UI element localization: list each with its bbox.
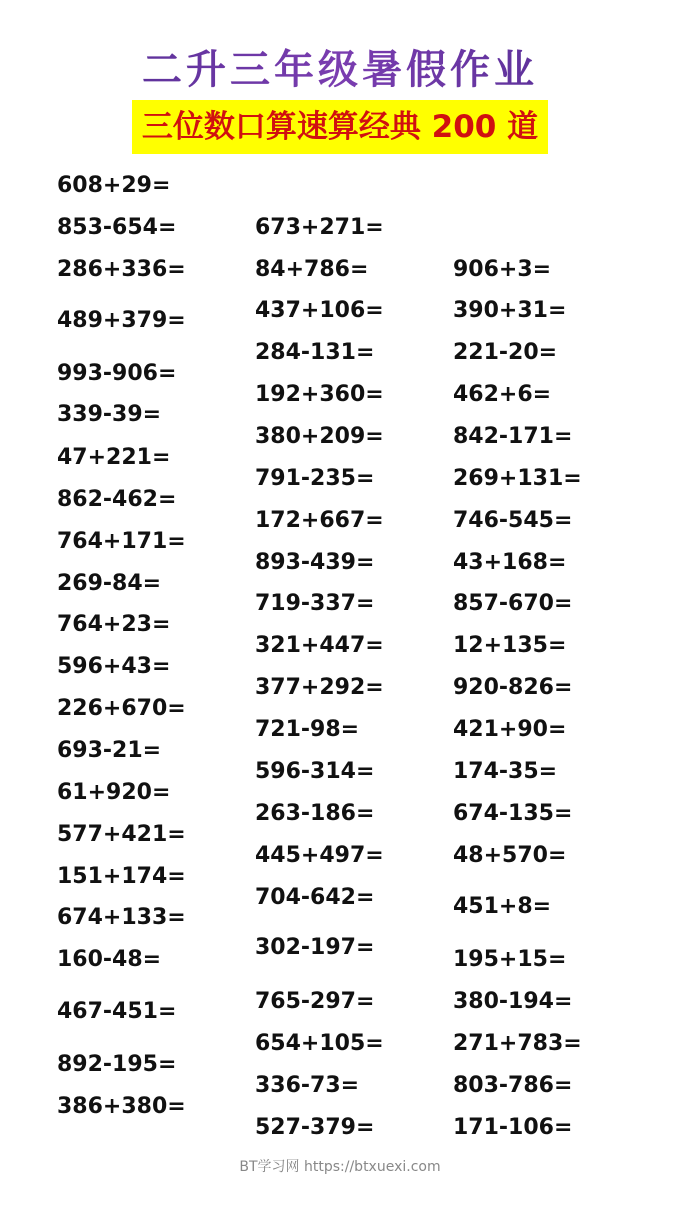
- math-problem: 892-195=: [57, 1052, 177, 1077]
- math-problem: 226+670=: [57, 696, 186, 721]
- math-problem: 803-786=: [453, 1073, 573, 1098]
- math-problem: 195+15=: [453, 947, 567, 972]
- math-problem: 489+379=: [57, 308, 186, 333]
- math-problem: 853-654=: [57, 215, 177, 240]
- math-problem: 765-297=: [255, 989, 375, 1014]
- math-problem: 302-197=: [255, 935, 375, 960]
- page-title: 二升三年级暑假作业: [0, 44, 680, 96]
- math-problem: 421+90=: [453, 717, 567, 742]
- math-problem: 377+292=: [255, 675, 384, 700]
- math-problem: 61+920=: [57, 780, 171, 805]
- math-problem: 43+168=: [453, 550, 567, 575]
- math-problem: 842-171=: [453, 424, 573, 449]
- math-problem: 596-314=: [255, 759, 375, 784]
- footer-watermark: BT学习网 https://btxuexi.com: [239, 1159, 441, 1175]
- math-problem: 221-20=: [453, 340, 558, 365]
- math-problem: 151+174=: [57, 864, 186, 889]
- math-problem: 284-131=: [255, 340, 375, 365]
- math-problem: 47+221=: [57, 445, 171, 470]
- math-problem: 269-84=: [57, 571, 162, 596]
- math-problem: 906+3=: [453, 257, 552, 282]
- math-problem: 380-194=: [453, 989, 573, 1014]
- math-problem: 993-906=: [57, 361, 177, 386]
- math-problem: 390+31=: [453, 298, 567, 323]
- math-problem: 172+667=: [255, 508, 384, 533]
- math-problem: 862-462=: [57, 487, 177, 512]
- math-problem: 171-106=: [453, 1115, 573, 1140]
- math-problem: 451+8=: [453, 894, 552, 919]
- page-subtitle: 三位数口算速算经典 200 道: [132, 100, 548, 154]
- math-problem: 674+133=: [57, 905, 186, 930]
- math-problem: 920-826=: [453, 675, 573, 700]
- math-problem: 48+570=: [453, 843, 567, 868]
- math-problem: 577+421=: [57, 822, 186, 847]
- math-problem: 857-670=: [453, 591, 573, 616]
- math-problem: 596+43=: [57, 654, 171, 679]
- math-problem: 263-186=: [255, 801, 375, 826]
- math-problem: 286+336=: [57, 257, 186, 282]
- math-problem: 746-545=: [453, 508, 573, 533]
- math-problem: 467-451=: [57, 999, 177, 1024]
- math-problem: 445+497=: [255, 843, 384, 868]
- math-problem: 719-337=: [255, 591, 375, 616]
- math-problem: 721-98=: [255, 717, 360, 742]
- math-problem: 271+783=: [453, 1031, 582, 1056]
- math-problem: 174-35=: [453, 759, 558, 784]
- math-problem: 336-73=: [255, 1073, 360, 1098]
- math-problem: 608+29=: [57, 173, 171, 198]
- math-problem: 693-21=: [57, 738, 162, 763]
- math-problem: 764+23=: [57, 612, 171, 637]
- math-problem: 339-39=: [57, 402, 162, 427]
- math-problem: 654+105=: [255, 1031, 384, 1056]
- math-problem: 437+106=: [255, 298, 384, 323]
- math-problem: 321+447=: [255, 633, 384, 658]
- math-problem: 764+171=: [57, 529, 186, 554]
- math-problem: 527-379=: [255, 1115, 375, 1140]
- math-problem: 674-135=: [453, 801, 573, 826]
- math-problem: 192+360=: [255, 382, 384, 407]
- math-problem: 269+131=: [453, 466, 582, 491]
- math-problem: 386+380=: [57, 1094, 186, 1119]
- math-problem: 704-642=: [255, 885, 375, 910]
- math-problem: 84+786=: [255, 257, 369, 282]
- math-problem: 12+135=: [453, 633, 567, 658]
- subtitle-banner: [0, 100, 680, 154]
- math-problem: 791-235=: [255, 466, 375, 491]
- math-problem: 380+209=: [255, 424, 384, 449]
- math-problem: 160-48=: [57, 947, 162, 972]
- math-problem: 673+271=: [255, 215, 384, 240]
- math-problem: 893-439=: [255, 550, 375, 575]
- math-problem: 462+6=: [453, 382, 552, 407]
